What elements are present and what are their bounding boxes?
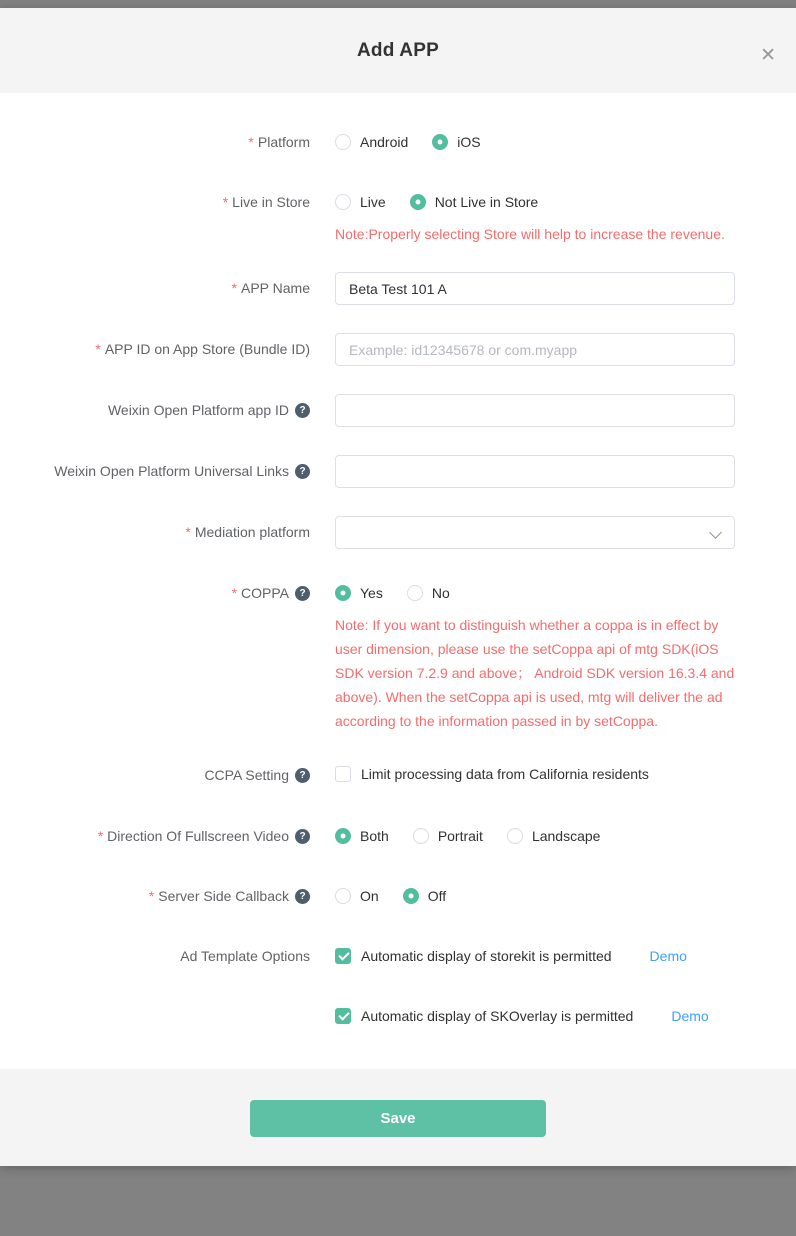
radio-unselected-icon[interactable] bbox=[507, 828, 523, 844]
weixin-universal-links-label-text: Weixin Open Platform Universal Links bbox=[54, 463, 289, 479]
platform-radio-group bbox=[335, 133, 735, 151]
form-row-direction bbox=[0, 827, 796, 845]
radio-selected-icon[interactable] bbox=[403, 888, 419, 904]
form-row-ccpa bbox=[0, 766, 796, 785]
close-icon[interactable]: ✕ bbox=[760, 45, 776, 66]
required-asterisk: * bbox=[97, 828, 104, 844]
platform-label bbox=[0, 133, 310, 151]
weixin-universal-links-label bbox=[0, 455, 310, 487]
add-app-modal bbox=[0, 8, 796, 1166]
app-id-label-text: APP ID on App Store (Bundle ID) bbox=[104, 341, 310, 357]
skoverlay-demo-link[interactable]: Demo bbox=[671, 1008, 709, 1024]
weixin-universal-links-input[interactable] bbox=[335, 455, 735, 488]
help-icon[interactable]: ? bbox=[295, 403, 310, 418]
app-id-input[interactable] bbox=[335, 333, 735, 366]
add-app-form bbox=[0, 93, 796, 1069]
platform-ios-option[interactable]: iOS bbox=[432, 134, 480, 150]
modal-footer bbox=[0, 1069, 796, 1166]
ccpa-label bbox=[0, 766, 310, 784]
ad-template-options-label-text: Ad Template Options bbox=[180, 948, 310, 964]
direction-label-text: Direction Of Fullscreen Video bbox=[107, 828, 289, 844]
live-in-store-label-text: Live in Store bbox=[232, 194, 310, 210]
coppa-label-text: COPPA bbox=[241, 585, 289, 601]
not-live-option[interactable]: Not Live in Store bbox=[410, 194, 539, 210]
form-row-weixin-app-id bbox=[0, 394, 796, 427]
weixin-app-id-input[interactable] bbox=[335, 394, 735, 427]
save-button[interactable]: Save bbox=[250, 1100, 546, 1137]
ccpa-checkbox-option[interactable]: Limit processing data from California residents bbox=[335, 766, 649, 782]
coppa-label bbox=[0, 584, 310, 602]
ccpa-label-text: CCPA Setting bbox=[204, 767, 289, 783]
required-asterisk: * bbox=[222, 194, 229, 210]
server-side-callback-radio-group bbox=[335, 887, 735, 905]
coppa-yes-option[interactable]: Yes bbox=[335, 585, 383, 601]
form-row-app-id bbox=[0, 333, 796, 366]
help-icon[interactable]: ? bbox=[295, 768, 310, 783]
help-icon[interactable]: ? bbox=[295, 464, 310, 479]
form-row-weixin-universal-links bbox=[0, 455, 796, 488]
callback-off-option[interactable]: Off bbox=[403, 888, 446, 904]
app-name-label bbox=[0, 272, 310, 304]
app-name-input[interactable] bbox=[335, 272, 735, 305]
mediation-platform-select[interactable] bbox=[335, 516, 735, 549]
form-row-server-side-callback bbox=[0, 887, 796, 905]
checkbox-checked-icon[interactable] bbox=[335, 1008, 351, 1024]
direction-portrait-option[interactable]: Portrait bbox=[413, 828, 483, 844]
form-row-coppa bbox=[0, 584, 796, 733]
required-asterisk: * bbox=[148, 888, 155, 904]
direction-both-option[interactable]: Both bbox=[335, 828, 389, 844]
mediation-platform-label-text: Mediation platform bbox=[194, 524, 310, 540]
radio-unselected-icon[interactable] bbox=[335, 134, 351, 150]
ad-template-options-label bbox=[0, 947, 310, 965]
app-id-label bbox=[0, 333, 310, 365]
required-asterisk: * bbox=[95, 341, 101, 357]
radio-selected-icon[interactable] bbox=[335, 828, 351, 844]
coppa-no-option[interactable]: No bbox=[407, 585, 450, 601]
required-asterisk: * bbox=[231, 280, 237, 296]
live-in-store-radio-group bbox=[335, 193, 735, 211]
required-asterisk: * bbox=[231, 585, 238, 601]
modal-header bbox=[0, 8, 796, 93]
coppa-radio-group bbox=[335, 584, 735, 602]
direction-label bbox=[0, 827, 310, 845]
callback-on-option[interactable]: On bbox=[335, 888, 379, 904]
direction-radio-group bbox=[335, 827, 735, 845]
required-asterisk: * bbox=[185, 524, 191, 540]
radio-selected-icon[interactable] bbox=[335, 585, 351, 601]
form-row-ad-template-storekit bbox=[0, 947, 796, 965]
live-in-store-label bbox=[0, 193, 310, 211]
form-row-platform bbox=[0, 133, 796, 151]
direction-landscape-option[interactable]: Landscape bbox=[507, 828, 601, 844]
radio-unselected-icon[interactable] bbox=[407, 585, 423, 601]
form-row-mediation-platform bbox=[0, 516, 796, 549]
storekit-demo-link[interactable]: Demo bbox=[649, 948, 687, 964]
radio-unselected-icon[interactable] bbox=[413, 828, 429, 844]
help-icon[interactable]: ? bbox=[295, 586, 310, 601]
live-in-store-note: Note:Properly selecting Store will help to increase the revenue. bbox=[335, 226, 725, 242]
chevron-down-icon bbox=[709, 526, 722, 539]
radio-unselected-icon[interactable] bbox=[335, 888, 351, 904]
storekit-checkbox-option[interactable]: Automatic display of storekit is permitted bbox=[335, 948, 612, 964]
server-side-callback-label bbox=[0, 887, 310, 905]
skoverlay-checkbox-option[interactable]: Automatic display of SKOverlay is permitted bbox=[335, 1008, 633, 1024]
weixin-app-id-label-text: Weixin Open Platform app ID bbox=[107, 402, 289, 418]
server-side-callback-label-text: Server Side Callback bbox=[158, 888, 289, 904]
checkbox-unchecked-icon[interactable] bbox=[335, 766, 351, 782]
form-row-ad-template-skoverlay bbox=[0, 1007, 796, 1025]
platform-label-text: Platform bbox=[257, 134, 310, 150]
platform-android-option[interactable]: Android bbox=[335, 134, 408, 150]
live-option[interactable]: Live bbox=[335, 194, 386, 210]
radio-unselected-icon[interactable] bbox=[335, 194, 351, 210]
mediation-platform-label bbox=[0, 516, 310, 548]
radio-selected-icon[interactable] bbox=[410, 194, 426, 210]
radio-selected-icon[interactable] bbox=[432, 134, 448, 150]
checkbox-checked-icon[interactable] bbox=[335, 948, 351, 964]
form-row-live-in-store bbox=[0, 193, 796, 246]
form-row-app-name bbox=[0, 272, 796, 305]
help-icon[interactable]: ? bbox=[295, 829, 310, 844]
help-icon[interactable]: ? bbox=[295, 889, 310, 904]
modal-title: Add APP bbox=[357, 39, 439, 61]
weixin-app-id-label bbox=[0, 394, 310, 426]
required-asterisk: * bbox=[248, 134, 254, 150]
coppa-note: Note: If you want to distinguish whether a coppa is in effect by user dimension, please use the setCoppa api of mtg SDK(iOS SDK version 7.2.9 and above； Android SDK version 16.3.4 and above). When the setCoppa api is used, mtg will deliver the ad according to the information passed in by setCoppa. bbox=[335, 617, 735, 729]
app-name-label-text: APP Name bbox=[241, 280, 310, 296]
